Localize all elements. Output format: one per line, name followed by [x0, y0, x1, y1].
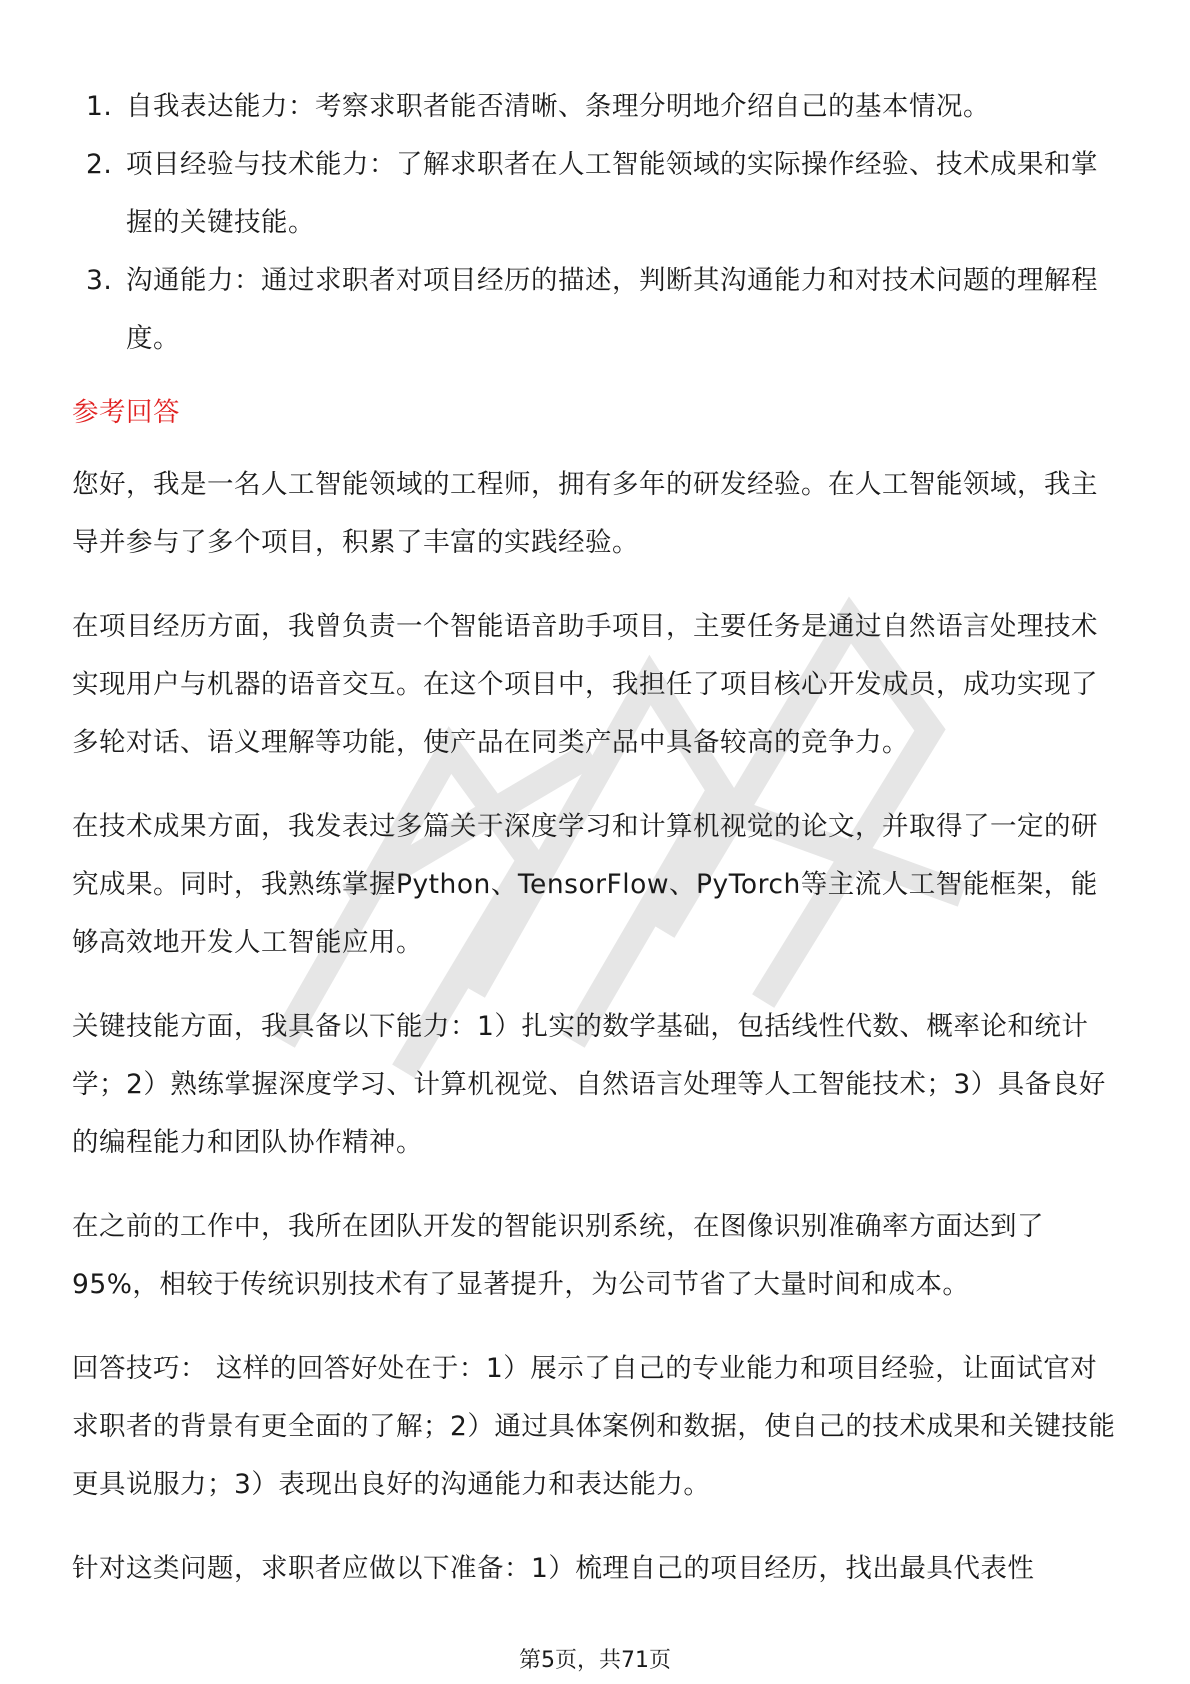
- paragraph: 回答技巧： 这样的回答好处在于：1）展示了自己的专业能力和项目经验，让面试官对求职者的背景有更全面的了解；2）通过具体案例和数据，使自己的技术成果和关键技能更具说服力；3）表现出良好的沟通能力和表达能力。: [72, 1353, 1116, 1500]
- criteria-item: [72, 252, 1122, 368]
- section-heading: 参考回答: [72, 397, 180, 428]
- criteria-text: 自我表达能力：考察求职者能否清晰、条理分明地介绍自己的基本情况。: [126, 91, 990, 122]
- evaluation-criteria-list: [72, 78, 1122, 368]
- paragraph: 针对这类问题，求职者应做以下准备：1）梳理自己的项目经历，找出最具代表性: [72, 1553, 1035, 1584]
- page-number-footer: 第5页，共71页: [519, 1648, 671, 1673]
- criteria-text: 沟通能力：通过求职者对项目经历的描述，判断其沟通能力和对技术问题的理解程度。: [126, 265, 1098, 354]
- criteria-item: [72, 78, 1122, 136]
- paragraph: 在技术成果方面，我发表过多篇关于深度学习和计算机视觉的论文，并取得了一定的研究成果。同时，我熟练掌握Python、TensorFlow、PyTorch等主流人工智能框架，能够高效地开发人工智能应用。: [72, 811, 1098, 958]
- paragraph: 您好，我是一名人工智能领域的工程师，拥有多年的研发经验。在人工智能领域，我主导并参与了多个项目，积累了丰富的实践经验。: [72, 469, 1098, 558]
- criteria-number: 3.: [86, 265, 113, 296]
- paragraph: 在项目经历方面，我曾负责一个智能语音助手项目，主要任务是通过自然语言处理技术实现用户与机器的语音交互。在这个项目中，我担任了项目核心开发成员，成功实现了多轮对话、语义理解等功能，使产品在同类产品中具备较高的竞争力。: [72, 611, 1098, 758]
- criteria-number: 2.: [86, 149, 113, 180]
- criteria-number: 1.: [86, 91, 113, 122]
- paragraph: 关键技能方面，我具备以下能力：1）扎实的数学基础，包括线性代数、概率论和统计学；2）熟练掌握深度学习、计算机视觉、自然语言处理等人工智能技术；3）具备良好的编程能力和团队协作精神。: [72, 1011, 1106, 1158]
- document-body: [72, 78, 1122, 1598]
- criteria-item: [72, 136, 1122, 252]
- paragraph: 在之前的工作中，我所在团队开发的智能识别系统，在图像识别准确率方面达到了95%，相较于传统识别技术有了显著提升，为公司节省了大量时间和成本。: [72, 1211, 1044, 1300]
- criteria-text: 项目经验与技术能力：了解求职者在人工智能领域的实际操作经验、技术成果和掌握的关键技能。: [126, 149, 1098, 238]
